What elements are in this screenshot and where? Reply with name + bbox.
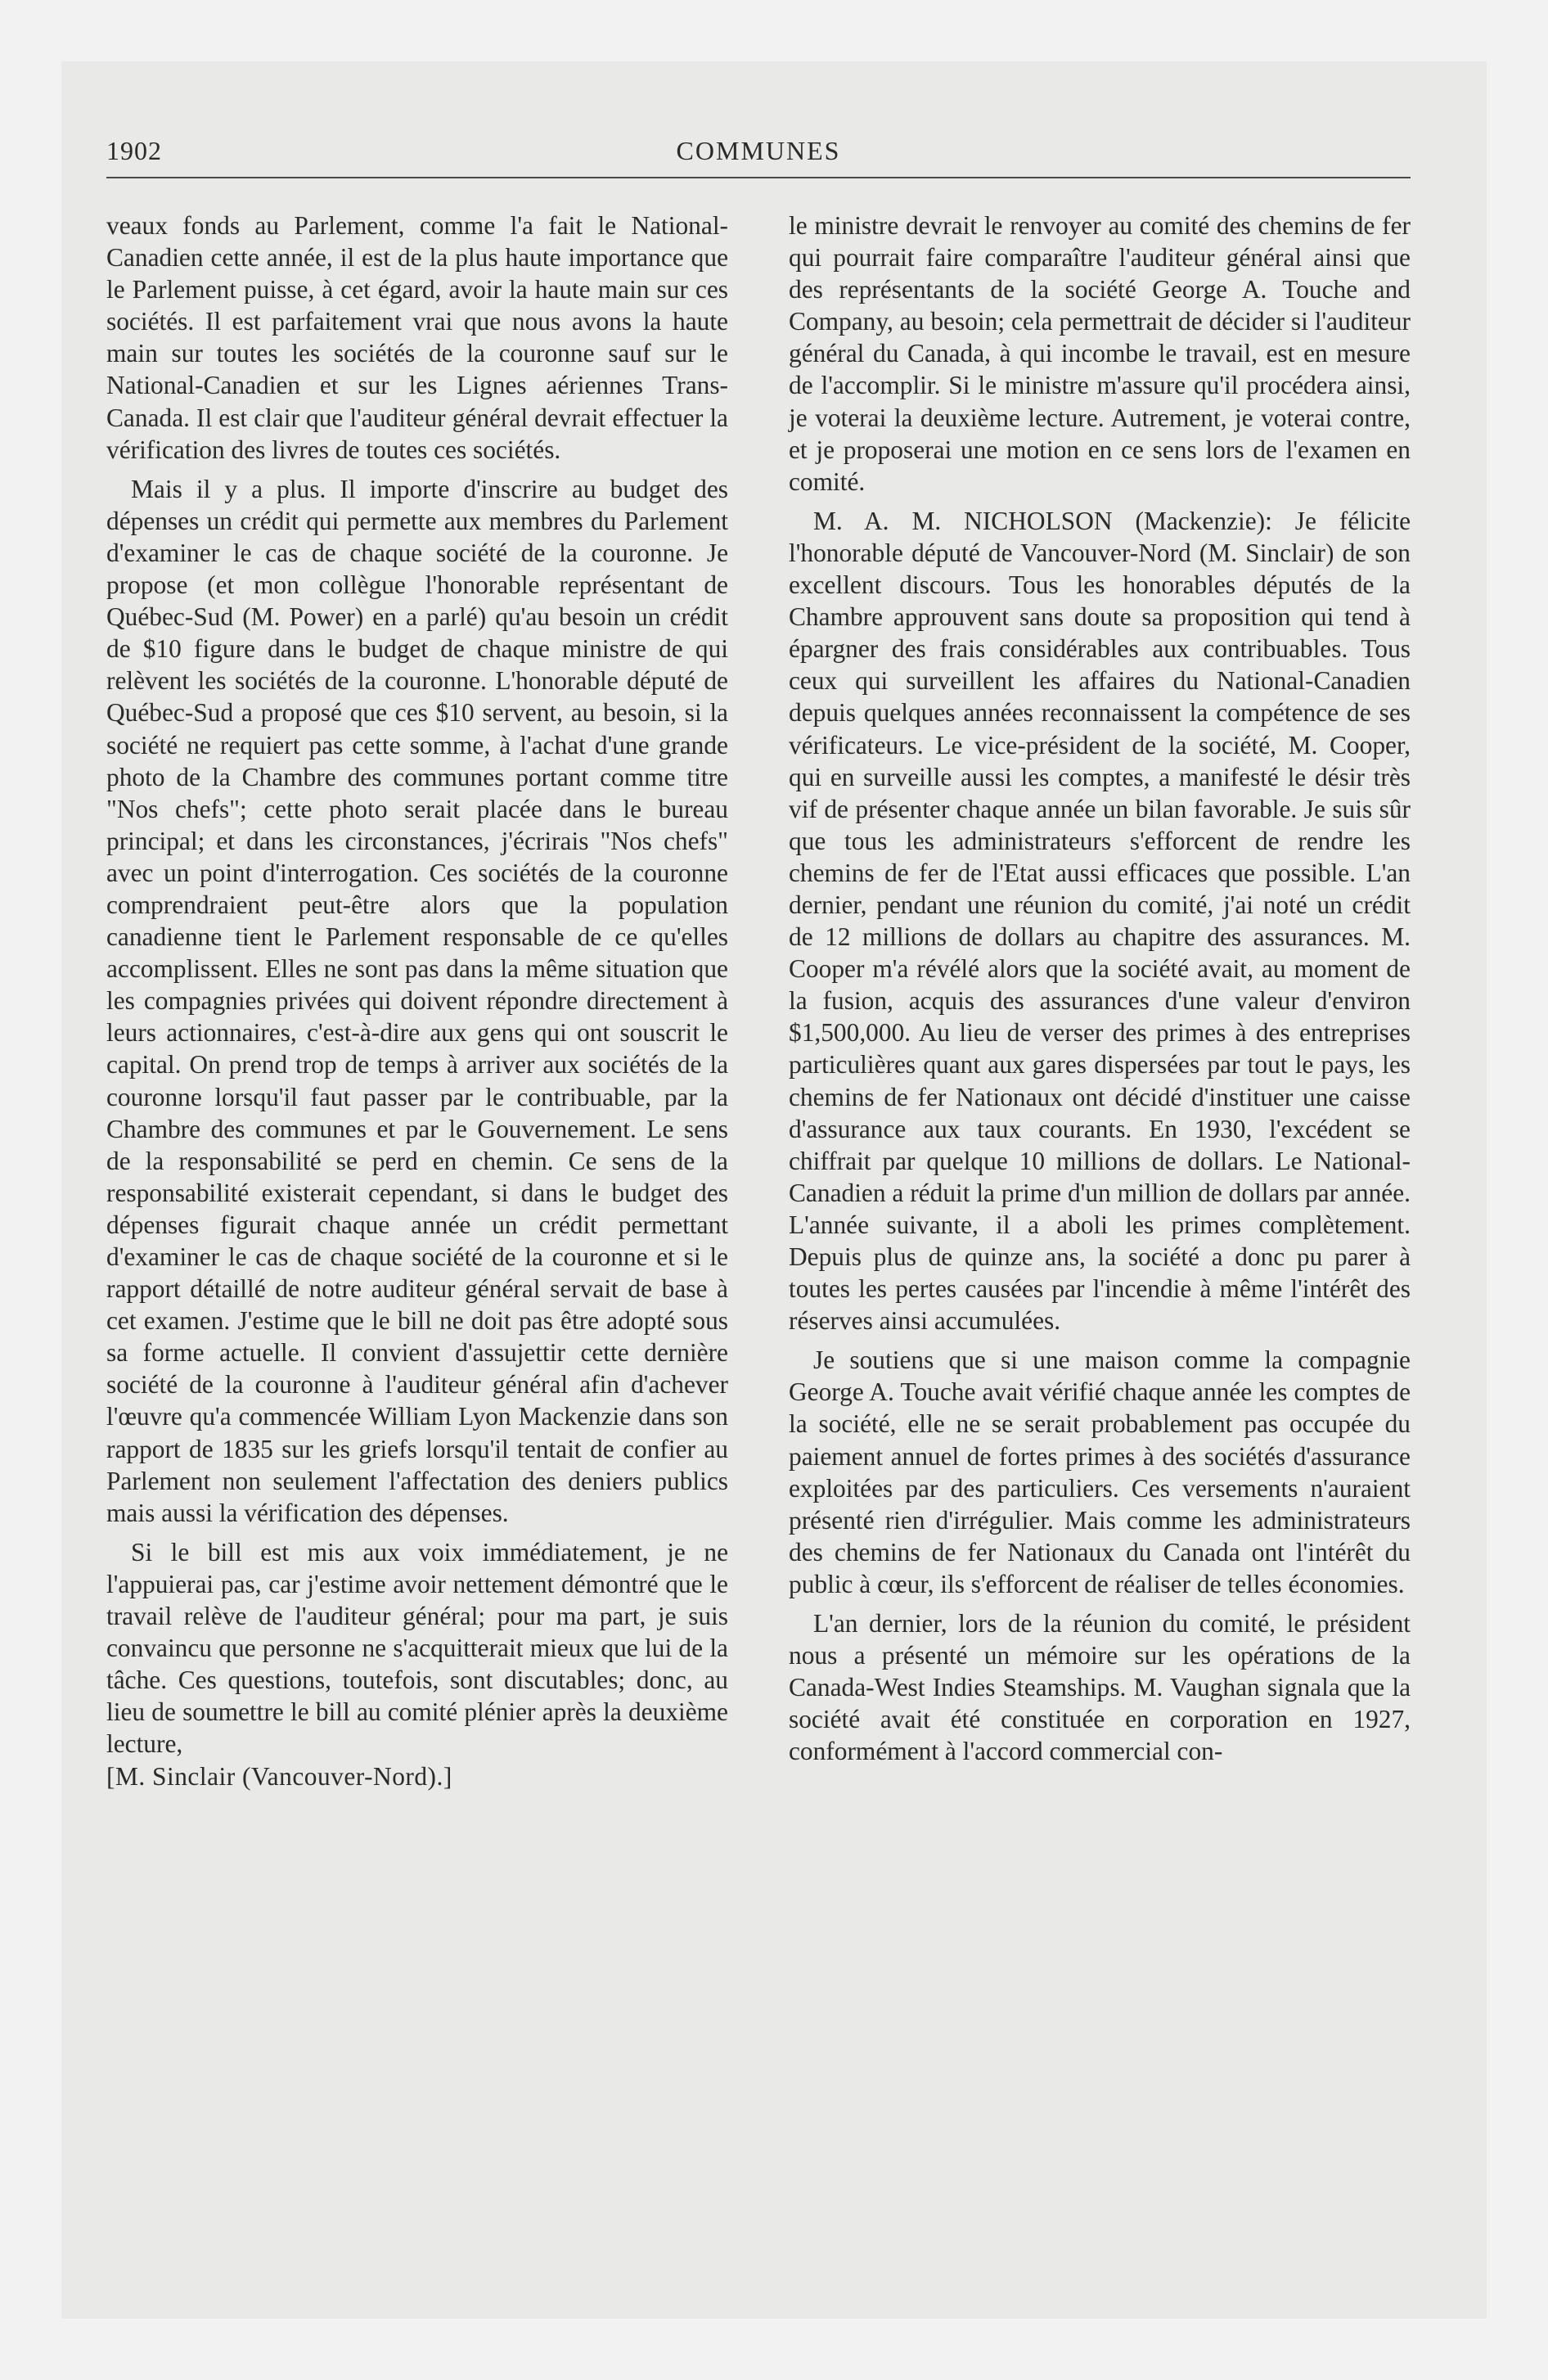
left-paragraph-2: Mais il y a plus. Il importe d'inscrire au budget des dépenses un crédit qui permette aux membres du Parlement d'examiner le cas de chaque société de la couronne. Je propose (et mon collègue l'honorable représentant de Québec-Sud (M. Power) en a parlé) qu'au besoin un crédit de $10 figure dans le budget de chaque ministre de qui relèvent les sociétés de la couronne. L'honorable député de Québec-Sud a proposé que ces $10 servent, au besoin, si la société ne requiert pas cette somme, à l'achat d'une grande photo de la Chambre des communes portant comme titre "Nos chefs"; cette photo serait placée dans le bureau principal; et dans les circonstances, j'écrirais "Nos chefs" avec un point d'interrogation. Ces sociétés de la couronne comprendraient peut-être alors que la population canadienne tient le Parlement responsable de ce qu'elles accomplissent. Elles ne sont pas dans la même situation que les compagnies privées qui doivent répondre directement à leurs actionnaires, c'est-à-dire aux gens qui ont souscrit le capital. On prend trop de temps à arriver aux sociétés de la couronne lorsqu'il faut passer par le contribuable, par la Chambre des communes et par le Gouvernement. Le sens de la responsabilité se perd en chemin. Ce sens de la responsabilité existerait cependant, si dans le budget des dépenses figurait chaque année un crédit permettant d'examiner le cas de chaque société de la couronne et si le rapport détaillé de notre auditeur général servait de base à cet examen. J'estime que le bill ne doit pas être adopté sous sa forme actuelle. Il convient d'assujettir cette dernière société de la couronne à l'auditeur général afin d'achever l'œuvre qu'a commencée William Lyon Mackenzie dans son rapport de 1835 sur les griefs lorsqu'il tentait de confier au Parlement non seulement l'affectation des deniers publics mais aussi la vérification des dépenses.	[106, 474, 728, 1527]
right-paragraph-1: le ministre devrait le renvoyer au comité des chemins de fer qui pourrait faire comparaître l'auditeur général ainsi que des représentants de la société George A. Touche and Company, au besoin; cela permettrait de décider si l'auditeur général du Canada, à qui incombe le travail, est en mesure de l'accomplir. Si le ministre m'assure qu'il procédera ainsi, je voterai la deuxième lecture. Autrement, je voterai contre, et je proposerai une motion en ce sens lors de l'examen en comité.	[789, 211, 1411, 496]
right-column	[789, 210, 1411, 1768]
right-paragraph-4: L'an dernier, lors de la réunion du comité, le président nous a présenté un mémoire sur les opérations de la Canada-West Indies Steamships. M. Vaughan signala que la société avait été constituée en corporation en 1927, conformément à l'accord commercial con-	[789, 1609, 1411, 1766]
left-paragraph-3: Si le bill est mis aux voix immédiatement, je ne l'appuierai pas, car j'estime avoir nettement démontré que le travail relève de l'auditeur général; pour ma part, je suis convaincu que personne ne s'acquitterait mieux que lui de la tâche. Ces questions, toutefois, sont discutables; donc, au lieu de soumettre le bill au comité plénier après la deuxième lecture,	[106, 1537, 728, 1759]
left-column	[106, 210, 728, 1792]
left-paragraph-1: veaux fonds au Parlement, comme l'a fait le National-Canadien cette année, il est de la plus haute importance que le Parlement puisse, à cet égard, avoir la haute main sur ces sociétés. Il est parfaitement vrai que nous avons la haute main sur toutes les sociétés de la couronne sauf sur le National-Canadien et sur les Lignes aériennes Trans-Canada. Il est clair que l'auditeur général devrait effectuer la vérification des livres de toutes ces sociétés.	[106, 211, 728, 464]
running-head: COMMUNES	[676, 136, 841, 165]
speaker-signature: [M. Sinclair (Vancouver-Nord).]	[106, 1761, 452, 1791]
right-paragraph-2: M. A. M. NICHOLSON (Mackenzie): Je félicite l'honorable député de Vancouver-Nord (M. Sinclair) de son excellent discours. Tous les honorables députés de la Chambre approuvent sans doute sa proposition qui tend à épargner des frais considérables aux contribuables. Tous ceux qui surveillent les affaires du National-Canadien depuis quelques années reconnaissent la compétence de ses vérificateurs. Le vice-président de la société, M. Cooper, qui en surveille aussi les comptes, a manifesté le désir très vif de présenter chaque année un bilan favorable. Je suis sûr que tous les administrateurs s'efforcent de rendre les chemins de fer de l'Etat aussi efficaces que possible. L'an dernier, pendant une réunion du comité, j'ai noté un crédit de 12 millions de dollars au chapitre des assurances. M. Cooper m'a révélé alors que la société avait, au moment de la fusion, acquis des assurances d'une valeur d'environ $1,500,000. Au lieu de verser des primes à des entreprises particulières quant aux gares dispersées par tout le pays, les chemins de fer Nationaux ont décidé d'instituer une caisse d'assurance aux taux courants. En 1930, l'excédent se chiffrait par quelque 10 millions de dollars. Le National-Canadien a réduit la prime d'un million de dollars par année. L'année suivante, il a aboli les primes complètement. Depuis plus de quinze ans, la société a donc pu parer à toutes les pertes causées par l'incendie à même l'intérêt des réserves ainsi accumulées.	[789, 506, 1411, 1336]
page-header	[106, 131, 1411, 178]
page-number: 1902	[106, 136, 162, 165]
right-paragraph-3: Je soutiens que si une maison comme la compagnie George A. Touche avait vérifié chaque année les comptes de la société, elle ne se serait probablement pas occupée du paiement annuel de fortes primes à des sociétés d'assurance exploitées par des particuliers. Ces versements n'auraient présenté rien d'irrégulier. Mais comme les administrateurs des chemins de fer Nationaux du Canada ont l'intérêt du public à cœur, ils s'efforcent de réaliser de telles économies.	[789, 1346, 1411, 1598]
